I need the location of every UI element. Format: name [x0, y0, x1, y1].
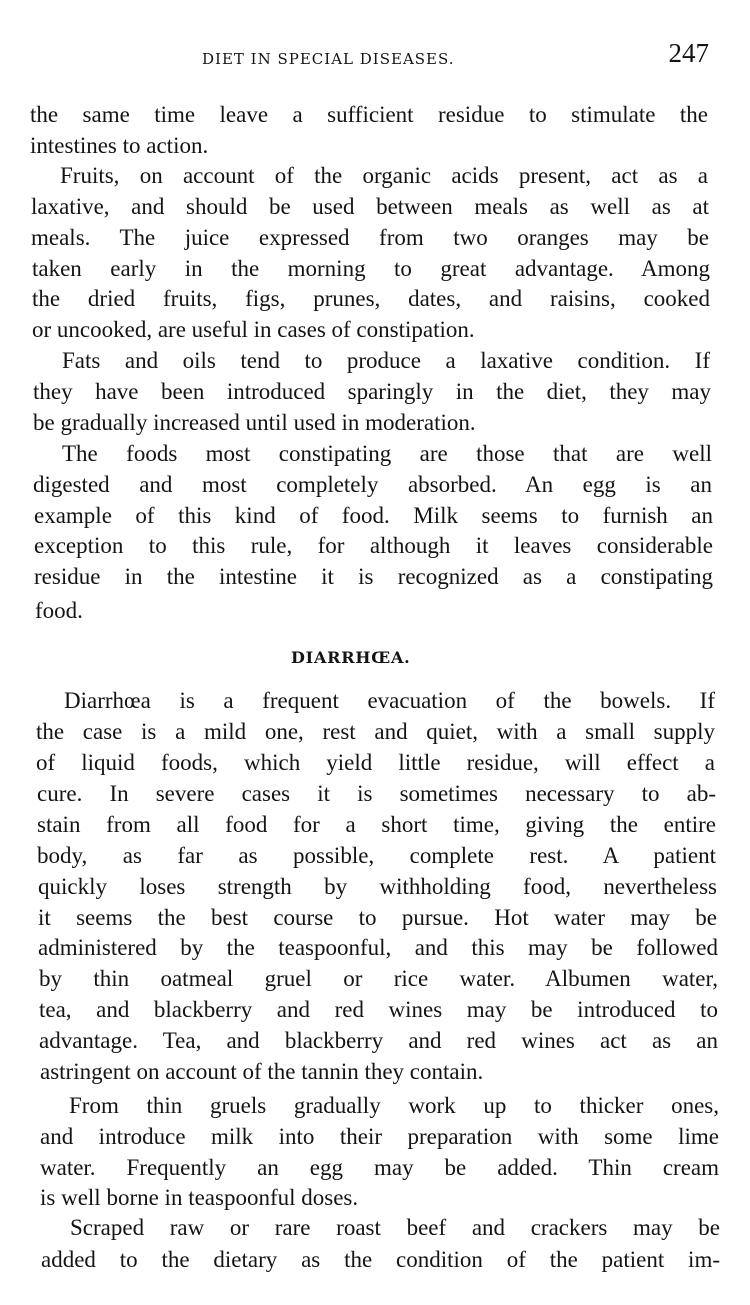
running-title: DIET IN SPECIAL DISEASES.: [202, 50, 455, 68]
text-line: Fruits, on account of the organic acids present, act as a: [60, 163, 708, 188]
text-line: laxative, and should be used between meals as well as at: [31, 194, 709, 219]
section-heading: DIARRHŒA.: [291, 648, 411, 667]
text-line: tea, and blackberry and red wines may be introduced to: [39, 997, 718, 1022]
text-line: cure. In severe cases it is sometimes necessary to ab-: [37, 781, 716, 806]
text-line: and introduce milk into their preparation with some lime: [40, 1124, 719, 1149]
text-line: water. Frequently an egg may be added. Thin cream: [40, 1155, 719, 1180]
text-line: food.: [35, 598, 83, 623]
text-line: or uncooked, are useful in cases of constipation.: [32, 317, 475, 342]
text-line: Fats and oils tend to produce a laxative condition. If: [62, 348, 710, 373]
text-line: quickly loses strength by withholding food, nevertheless: [38, 874, 717, 899]
text-line: astringent on account of the tannin they contain.: [40, 1059, 484, 1084]
text-line: it seems the best course to pursue. Hot water may be: [38, 905, 717, 930]
text-line: The foods most constipating are those that are well: [62, 441, 712, 466]
text-line: stain from all food for a short time, giving the entire: [37, 812, 716, 837]
text-line: residue in the intestine it is recognized as a constipating: [34, 564, 713, 589]
text-line: administered by the teaspoonful, and this may be followed: [38, 935, 718, 960]
page-number: 247: [668, 38, 709, 68]
text-line: the same time leave a sufficient residue to stimulate the: [30, 102, 708, 127]
text-line: the case is a mild one, rest and quiet, with a small supply: [36, 719, 715, 744]
text-line: is well borne in teaspoonful doses.: [40, 1185, 359, 1210]
text-line: example of this kind of food. Milk seems to furnish an: [34, 503, 713, 528]
text-line: Scraped raw or rare roast beef and crackers may be: [70, 1215, 720, 1240]
text-line: added to the dietary as the condition of the patient im-: [41, 1247, 720, 1272]
text-line: From thin gruels gradually work up to thicker ones,: [69, 1093, 719, 1118]
text-line: advantage. Tea, and blackberry and red wines act as an: [39, 1028, 718, 1053]
text-line: of liquid foods, which yield little residue, will effect a: [36, 750, 715, 775]
text-line: exception to this rule, for although it leaves considerable: [34, 533, 713, 558]
text-line: intestines to action.: [30, 133, 209, 158]
text-line: Diarrhœa is a frequent evacuation of the bowels. If: [64, 688, 715, 713]
text-line: be gradually increased until used in moderation.: [33, 410, 476, 435]
text-line: digested and most completely absorbed. An egg is an: [33, 472, 712, 497]
text-line: the dried fruits, figs, prunes, dates, and raisins, cooked: [32, 286, 710, 311]
text-line: meals. The juice expressed from two oranges may be: [31, 225, 709, 250]
running-head: [30, 38, 715, 78]
text-line: by thin oatmeal gruel or rice water. Albumen water,: [39, 966, 718, 991]
text-line: taken early in the morning to great advantage. Among: [32, 256, 710, 281]
text-line: they have been introduced sparingly in the diet, they may: [33, 379, 711, 404]
text-line: body, as far as possible, complete rest. A patient: [37, 843, 716, 868]
